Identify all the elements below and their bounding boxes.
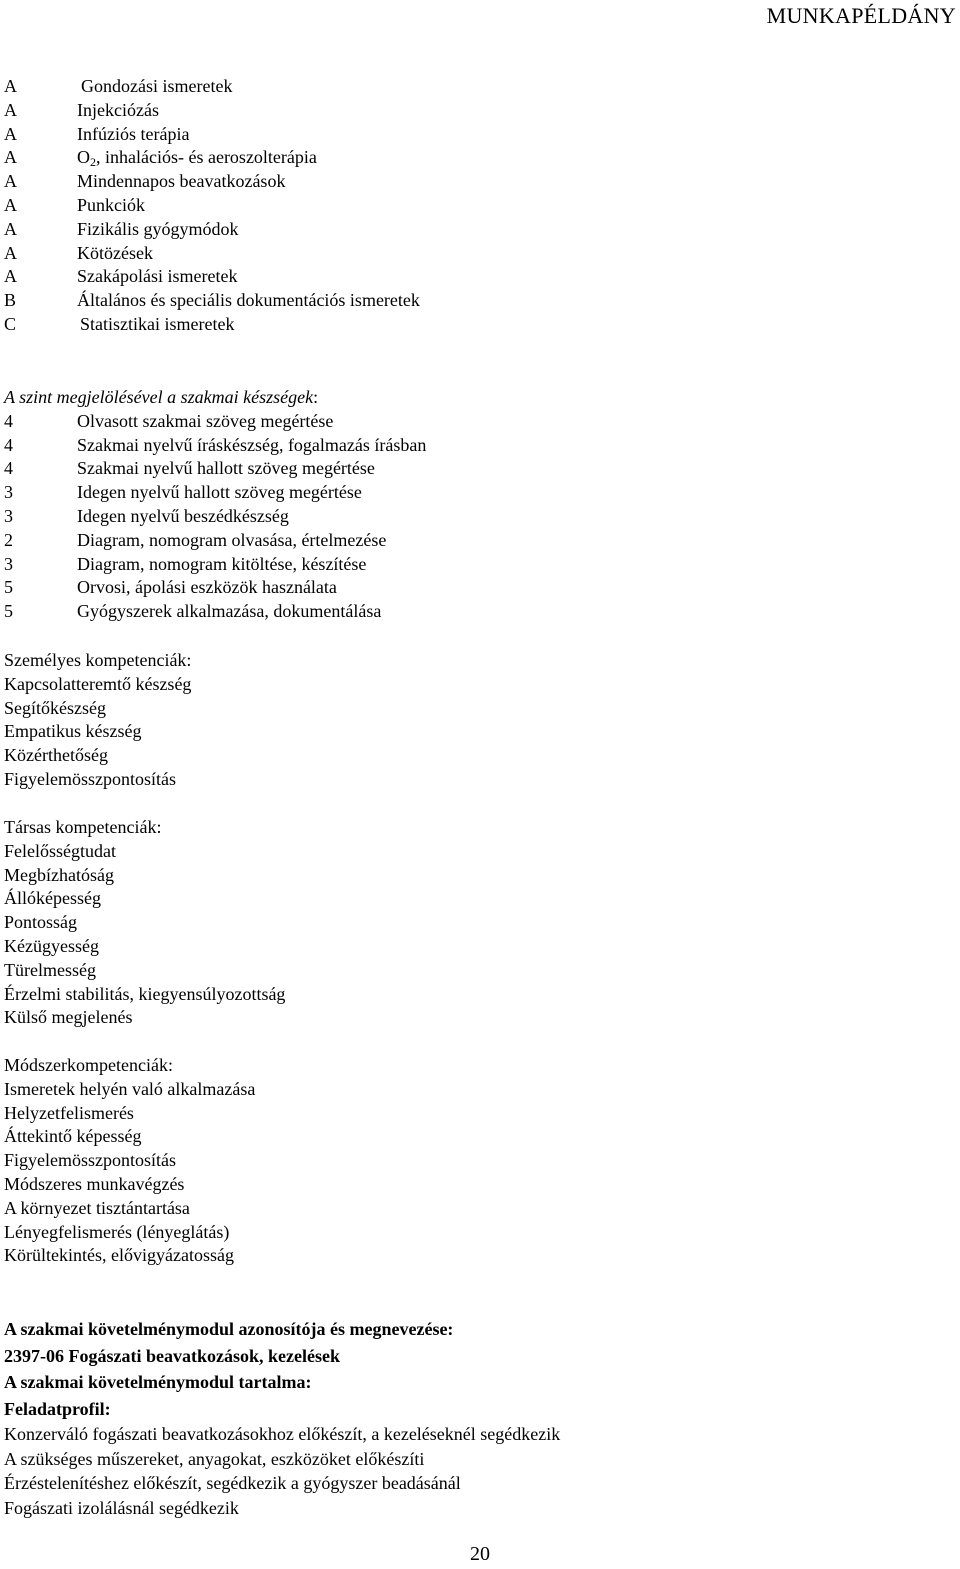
list-item: Kapcsolatteremtő készség [4, 673, 192, 694]
list-item: Lényegfelismerés (lényeglátás) [4, 1221, 230, 1242]
list-item: Figyelemösszpontosítás [4, 1150, 176, 1171]
social-competencies [4, 816, 944, 1030]
item-text [77, 147, 317, 170]
item-text: Idegen nyelvű hallott szöveg megértése [77, 482, 362, 503]
list-item [4, 99, 944, 123]
list-item [4, 434, 944, 458]
level-label: A [4, 171, 17, 192]
task-item: Fogászati izolálásnál segédkezik [4, 1497, 239, 1518]
list-item: Figyelemösszpontosítás [4, 768, 176, 789]
module-profile-heading: Feladatprofil: [4, 1398, 111, 1419]
list-item: Állóképesség [4, 888, 101, 909]
task-item: Konzerváló fogászati beavatkozásokhoz előkészít, a kezeléseknél segédkezik [4, 1424, 561, 1444]
item-text: Szakmai nyelvű íráskészség, fogalmazás írásban [77, 434, 427, 455]
level-label: 5 [4, 601, 13, 622]
list-item [4, 75, 944, 99]
item-text: Statisztikai ismeretek [80, 313, 235, 334]
level-label: A [4, 218, 17, 239]
page-number: 20 [470, 1543, 490, 1565]
level-label: A [4, 123, 17, 144]
level-label: 3 [4, 505, 13, 526]
list-item [4, 194, 944, 218]
item-text: Fizikális gyógymódok [77, 218, 239, 239]
item-text-pre: O [77, 147, 90, 168]
task-item: Érzéstelenítéshez előkészít, segédkezik a gyógyszer beadásánál [4, 1473, 461, 1493]
skills-section [4, 386, 944, 624]
list-item: Segítőkészség [4, 697, 106, 718]
module-id-heading: A szakmai követelménymodul azonosítója és megnevezése: [4, 1319, 454, 1339]
list-item: Megbízhatóság [4, 864, 114, 885]
level-label: A [4, 266, 17, 287]
level-label: A [4, 76, 17, 96]
level-label: 3 [4, 553, 13, 574]
level-label: B [4, 290, 17, 311]
item-text: Punkciók [77, 194, 146, 215]
level-label: A [4, 242, 17, 263]
list-item: Ismeretek helyén való alkalmazása [4, 1078, 256, 1099]
list-item [4, 265, 944, 289]
list-item: Kézügyesség [4, 935, 99, 956]
item-text: Szakápolási ismeretek [77, 266, 238, 287]
item-text-post: , inhalációs- és aeroszolterápia [96, 147, 317, 168]
list-item: Közérthetőség [4, 745, 108, 766]
module-section [4, 1316, 944, 1520]
level-label: A [4, 194, 17, 215]
list-item [4, 600, 944, 624]
list-item [4, 410, 944, 434]
item-text: Diagram, nomogram kitöltése, készítése [77, 553, 367, 574]
section-heading [4, 386, 944, 410]
item-text-subscript: 2 [90, 155, 96, 170]
list-item [4, 313, 944, 337]
item-text: Diagram, nomogram olvasása, értelmezése [77, 529, 387, 550]
list-item: Külső megjelenés [4, 1007, 133, 1028]
item-text: Szakmai nyelvű hallott szöveg megértése [77, 458, 375, 479]
personal-competencies [4, 649, 944, 792]
list-item [4, 242, 944, 266]
knowledge-list [4, 75, 944, 337]
section-heading: Társas kompetenciák: [4, 817, 162, 837]
level-label: 4 [4, 410, 13, 431]
list-item [4, 505, 944, 529]
level-label: 2 [4, 529, 13, 550]
item-text: Mindennapos beavatkozások [77, 171, 286, 192]
item-text: Gondozási ismeretek [81, 76, 233, 96]
list-item: A környezet tisztántartása [4, 1197, 190, 1218]
list-item: Helyzetfelismerés [4, 1102, 134, 1123]
list-item: Érzelmi stabilitás, kiegyensúlyozottság [4, 983, 286, 1004]
level-label: 4 [4, 434, 13, 455]
module-content-heading: A szakmai követelménymodul tartalma: [4, 1372, 312, 1392]
item-text: Injekciózás [77, 99, 159, 120]
list-item: Körültekintés, elővigyázatosság [4, 1245, 234, 1266]
task-item: A szükséges műszereket, anyagokat, eszközöket előkészíti [4, 1448, 425, 1469]
list-item [4, 146, 944, 170]
item-text: Általános és speciális dokumentációs ismeretek [77, 290, 420, 311]
item-text: Kötözések [77, 242, 153, 263]
module-id-name: 2397-06 Fogászati beavatkozások, kezelések [4, 1345, 340, 1366]
list-item: Pontosság [4, 912, 78, 933]
level-label: 4 [4, 458, 13, 479]
list-item [4, 529, 944, 553]
list-item [4, 481, 944, 505]
item-text: Gyógyszerek alkalmazása, dokumentálása [77, 601, 382, 622]
item-text: Orvosi, ápolási eszközök használata [77, 577, 337, 598]
list-item: Áttekintő képesség [4, 1126, 142, 1147]
list-item [4, 553, 944, 577]
list-item: Módszeres munkavégzés [4, 1173, 185, 1194]
list-item [4, 457, 944, 481]
item-text: Infúziós terápia [77, 123, 190, 144]
level-label: A [4, 99, 17, 120]
document-stamp: MUNKAPÉLDÁNY [766, 3, 956, 28]
skills-heading-colon: : [313, 387, 319, 407]
level-label: 3 [4, 482, 13, 503]
list-item [4, 218, 944, 242]
list-item: Felelősségtudat [4, 840, 116, 861]
level-label: A [4, 147, 17, 168]
method-competencies [4, 1054, 944, 1268]
skills-heading: A szint megjelölésével a szakmai készségek [4, 387, 314, 407]
list-item [4, 576, 944, 600]
item-text: Olvasott szakmai szöveg megértése [77, 410, 334, 431]
section-heading: Személyes kompetenciák: [4, 650, 192, 670]
list-item [4, 170, 944, 194]
level-label: 5 [4, 577, 13, 598]
section-heading: Módszerkompetenciák: [4, 1055, 173, 1075]
list-item: Empatikus készség [4, 721, 142, 742]
list-item [4, 289, 944, 313]
list-item [4, 123, 944, 147]
list-item: Türelmesség [4, 959, 96, 980]
item-text: Idegen nyelvű beszédkészség [77, 505, 289, 526]
level-label: C [4, 313, 17, 334]
